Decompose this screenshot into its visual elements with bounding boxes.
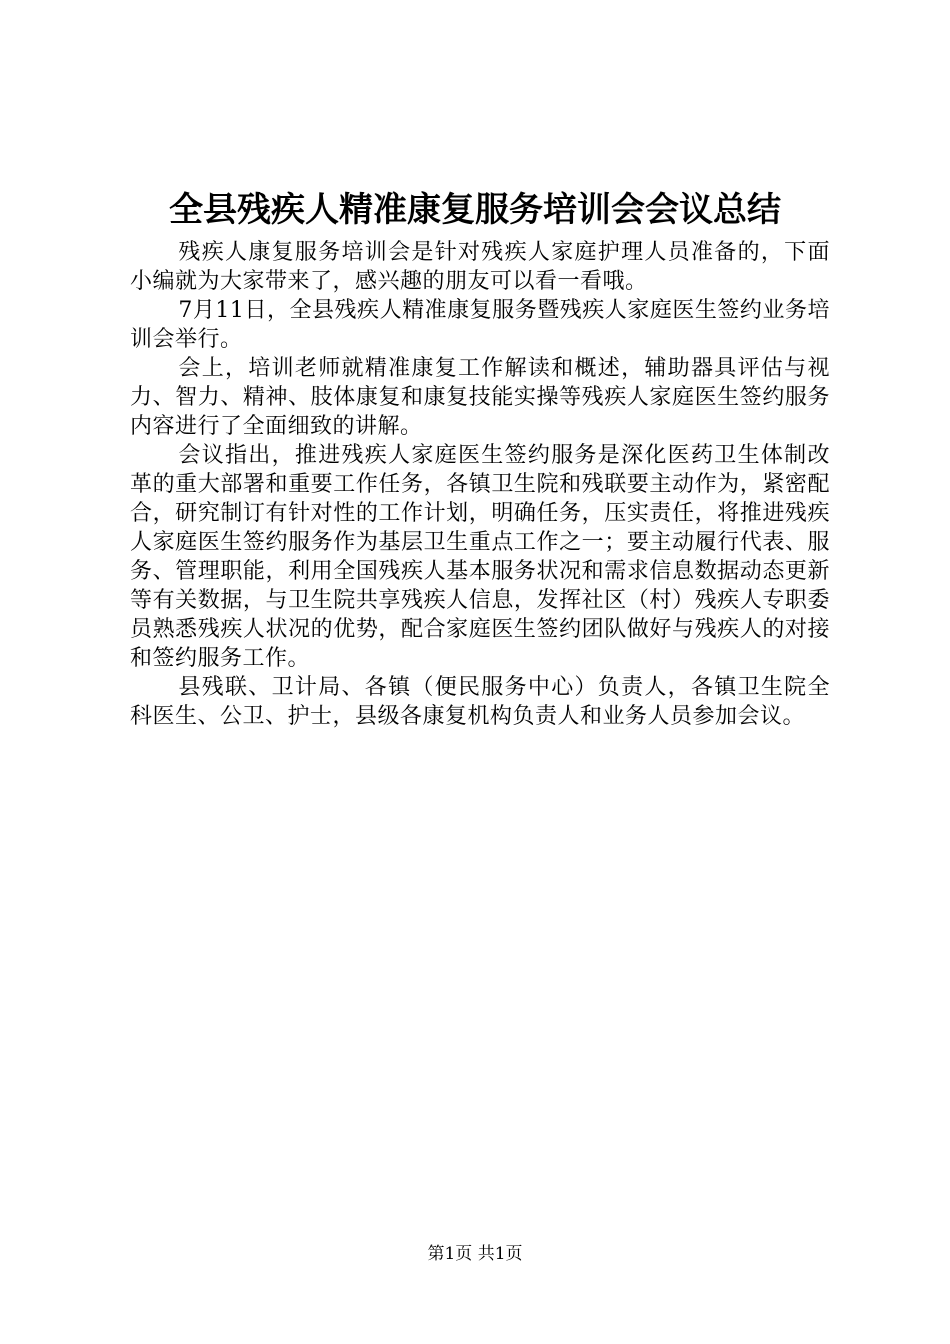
document-title: 全县残疾人精准康复服务培训会会议总结 [169, 190, 781, 230]
paragraph-date: 7月11日，全县残疾人精准康复服务暨残疾人家庭医生签约业务培训会举行。 [130, 298, 830, 352]
document-body [130, 238, 830, 731]
paragraph-intro: 残疾人康复服务培训会是针对残疾人家庭护理人员准备的，下面小编就为大家带来了，感兴趣的朋友可以看一看哦。 [130, 240, 830, 294]
paragraph-training-content: 会上，培训老师就精准康复工作解读和概述，辅助器具评估与视力、智力、精神、肢体康复和康复技能实操等残疾人家庭医生签约服务内容进行了全面细致的讲解。 [130, 356, 830, 439]
page-number-footer: 第1页 共1页 [427, 1244, 523, 1264]
paragraph-attendees: 县残联、卫计局、各镇（便民服务中心）负责人，各镇卫生院全科医生、公卫、护士，县级各康复机构负责人和业务人员参加会议。 [130, 675, 830, 729]
paragraph-meeting-points: 会议指出，推进残疾人家庭医生签约服务是深化医药卫生体制改革的重大部署和重要工作任务，各镇卫生院和残联要主动作为，紧密配合，研究制订有针对性的工作计划，明确任务，压实责任，将推进残疾人家庭医生签约服务作为基层卫生重点工作之一；要主动履行代表、服务、管理职能，利用全国残疾人基本服务状况和需求信息数据动态更新等有关数据，与卫生院共享残疾人信息，发挥社区（村）残疾人专职委员熟悉残疾人状况的优势，配合家庭医生签约团队做好与残疾人的对接和签约服务工作。 [130, 443, 830, 671]
